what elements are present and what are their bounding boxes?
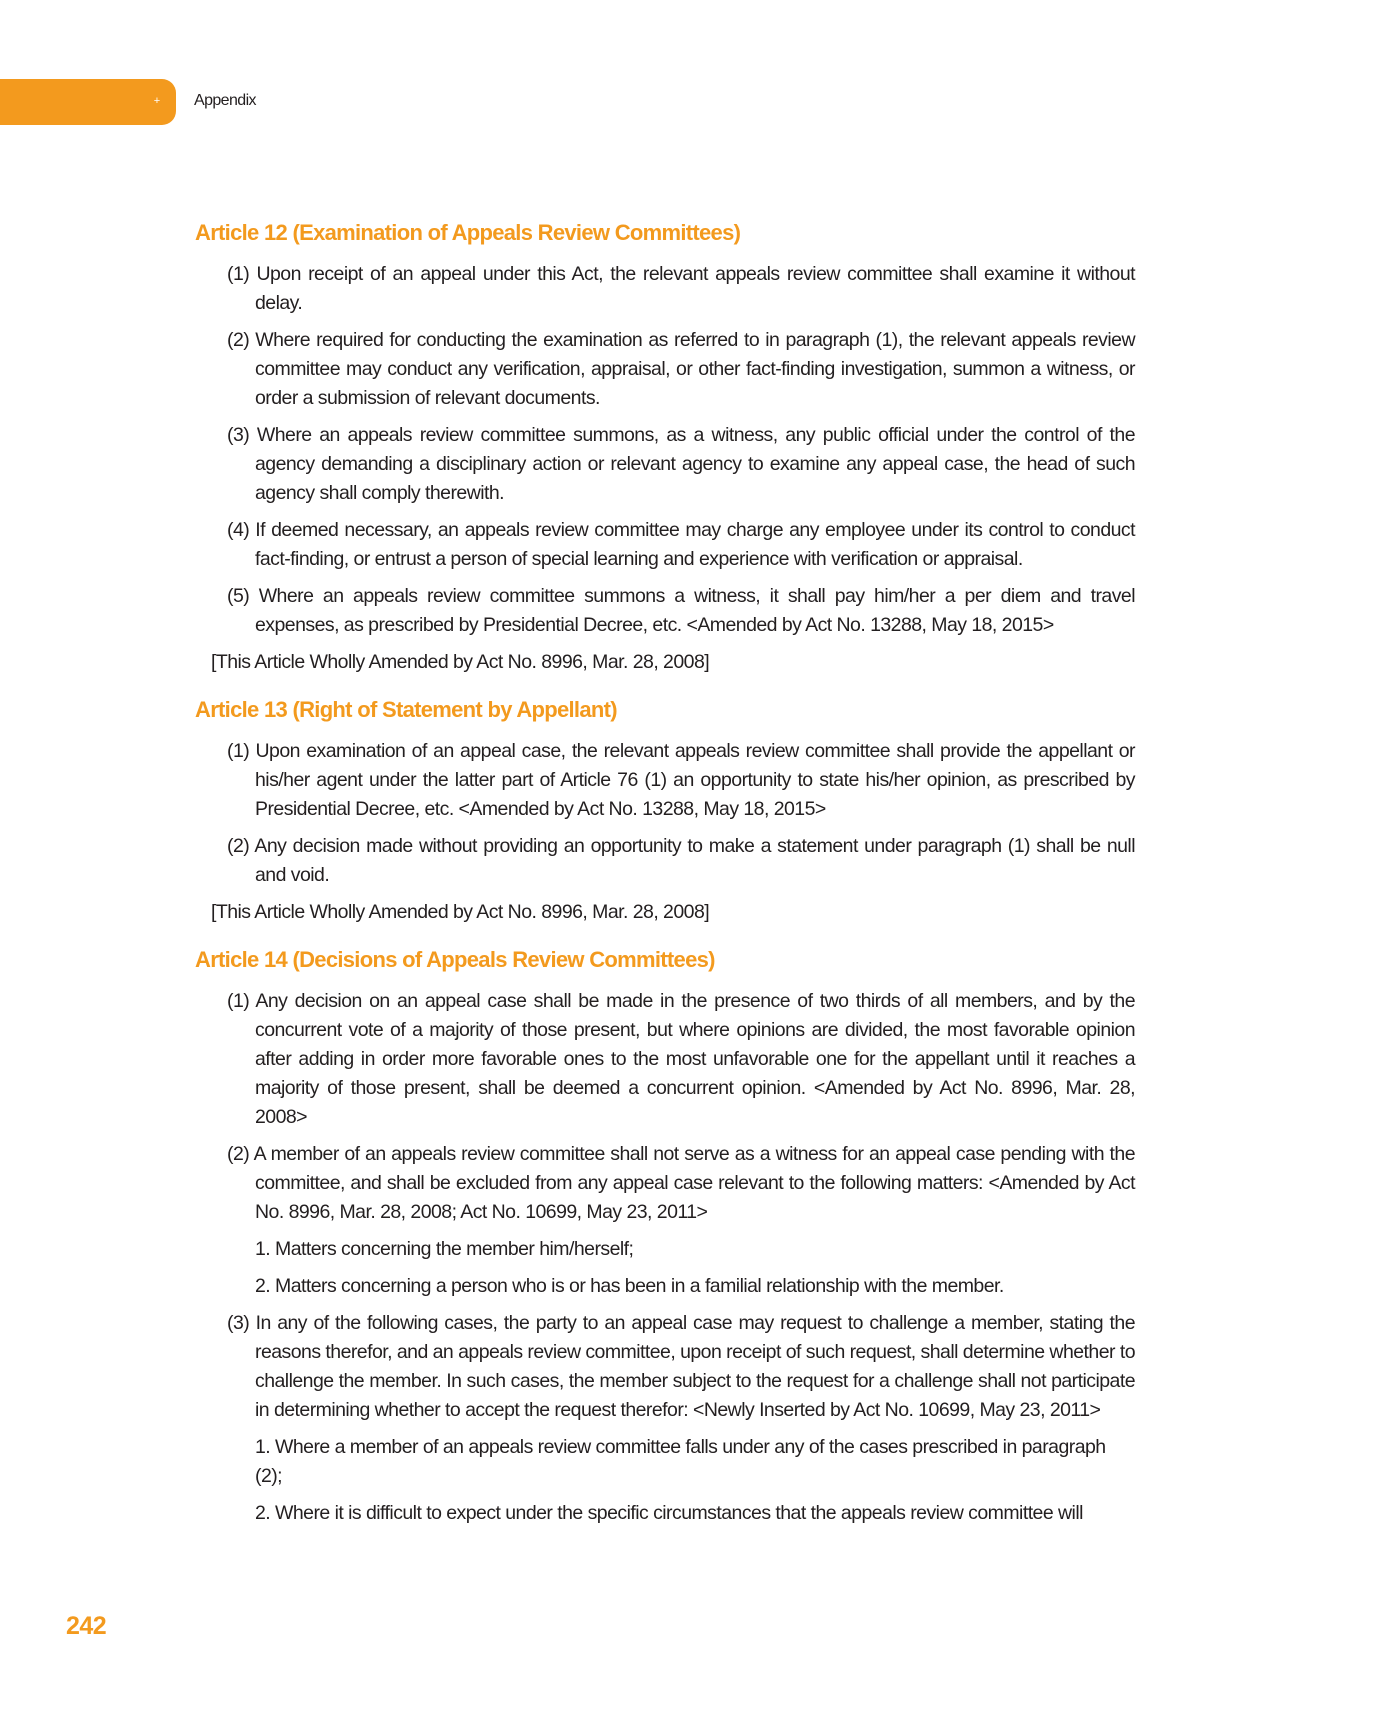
article-paragraph: (1) Any decision on an appeal case shall be made in the presence of two thirds of all members, and by the concurrent vote of a majority of those present, but where opinions are divided, the most favorable opinion after adding in order more favorable ones to the most unfavorable one for the appellant until it reaches a majority of those present, shall be deemed a concurrent opinion. <Amended by Act No. 8996, Mar. 28, 2008> bbox=[227, 990, 1135, 1128]
article-12 bbox=[195, 218, 1135, 677]
article-14 bbox=[195, 945, 1135, 1528]
article-title: Article 14 (Decisions of Appeals Review Committees) bbox=[195, 947, 715, 972]
article-paragraph: (3) In any of the following cases, the party to an appeal case may request to challenge a member, stating the reasons therefor, and an appeals review committee, upon receipt of such request, shall determine whether to challenge the member. In such cases, the member subject to the request for a challenge shall not participate in determining whether to accept the request therefor: <Newly Inserted by Act No. 10699, May 23, 2011> bbox=[227, 1312, 1135, 1421]
article-paragraph: (5) Where an appeals review committee summons a witness, it shall pay him/her a per diem and travel expenses, as prescribed by Presidential Decree, etc. <Amended by Act No. 13288, May 18, 2015> bbox=[227, 585, 1135, 636]
list-item: 1. Matters concerning the member him/herself; bbox=[255, 1238, 634, 1260]
article-paragraph: (2) Any decision made without providing an opportunity to make a statement under paragraph (1) shall be null and void. bbox=[227, 835, 1135, 886]
running-head: Appendix bbox=[194, 92, 256, 109]
tab-plus-mark: + bbox=[153, 95, 161, 107]
list-item: 2. Where it is difficult to expect under the specific circumstances that the appeals review committee will bbox=[255, 1502, 1083, 1524]
article-paragraph: (1) Upon receipt of an appeal under this Act, the relevant appeals review committee shall examine it without delay. bbox=[227, 263, 1135, 314]
article-paragraph: (4) If deemed necessary, an appeals review committee may charge any employee under its control to conduct fact-finding, or entrust a person of special learning and experience with verification or appraisal. bbox=[227, 519, 1135, 570]
article-title: Article 13 (Right of Statement by Appellant) bbox=[195, 697, 617, 722]
list-item: 1. Where a member of an appeals review committee falls under any of the cases prescribed in paragraph (2); bbox=[255, 1436, 1106, 1487]
article-paragraph: (1) Upon examination of an appeal case, the relevant appeals review committee shall provide the appellant or his/her agent under the latter part of Article 76 (1) an opportunity to state his/her opinion, as prescribed by Presidential Decree, etc. <Amended by Act No. 13288, May 18, 2015> bbox=[227, 740, 1135, 820]
article-paragraph: (2) A member of an appeals review committee shall not serve as a witness for an appeal case pending with the committee, and shall be excluded from any appeal case relevant to the following matters: <Amended by Act No. 8996, Mar. 28, 2008; Act No. 10699, May 23, 2011> bbox=[227, 1143, 1135, 1223]
article-13 bbox=[195, 695, 1135, 927]
amendment-note: [This Article Wholly Amended by Act No. 8996, Mar. 28, 2008] bbox=[211, 651, 710, 673]
page-number: 242 bbox=[66, 1612, 107, 1640]
amendment-note: [This Article Wholly Amended by Act No. 8996, Mar. 28, 2008] bbox=[211, 901, 710, 923]
article-paragraph: (3) Where an appeals review committee summons, as a witness, any public official under the control of the agency demanding a disciplinary action or relevant agency to examine any appeal case, the head of such agency shall comply therewith. bbox=[227, 424, 1135, 504]
list-item: 2. Matters concerning a person who is or has been in a familial relationship with the member. bbox=[255, 1275, 1004, 1297]
document-body bbox=[195, 218, 1135, 1536]
article-paragraph: (2) Where required for conducting the examination as referred to in paragraph (1), the relevant appeals review committee may conduct any verification, appraisal, or other fact-finding investigation, summon a witness, or order a submission of relevant documents. bbox=[227, 329, 1135, 409]
article-title: Article 12 (Examination of Appeals Review Committees) bbox=[195, 220, 741, 245]
